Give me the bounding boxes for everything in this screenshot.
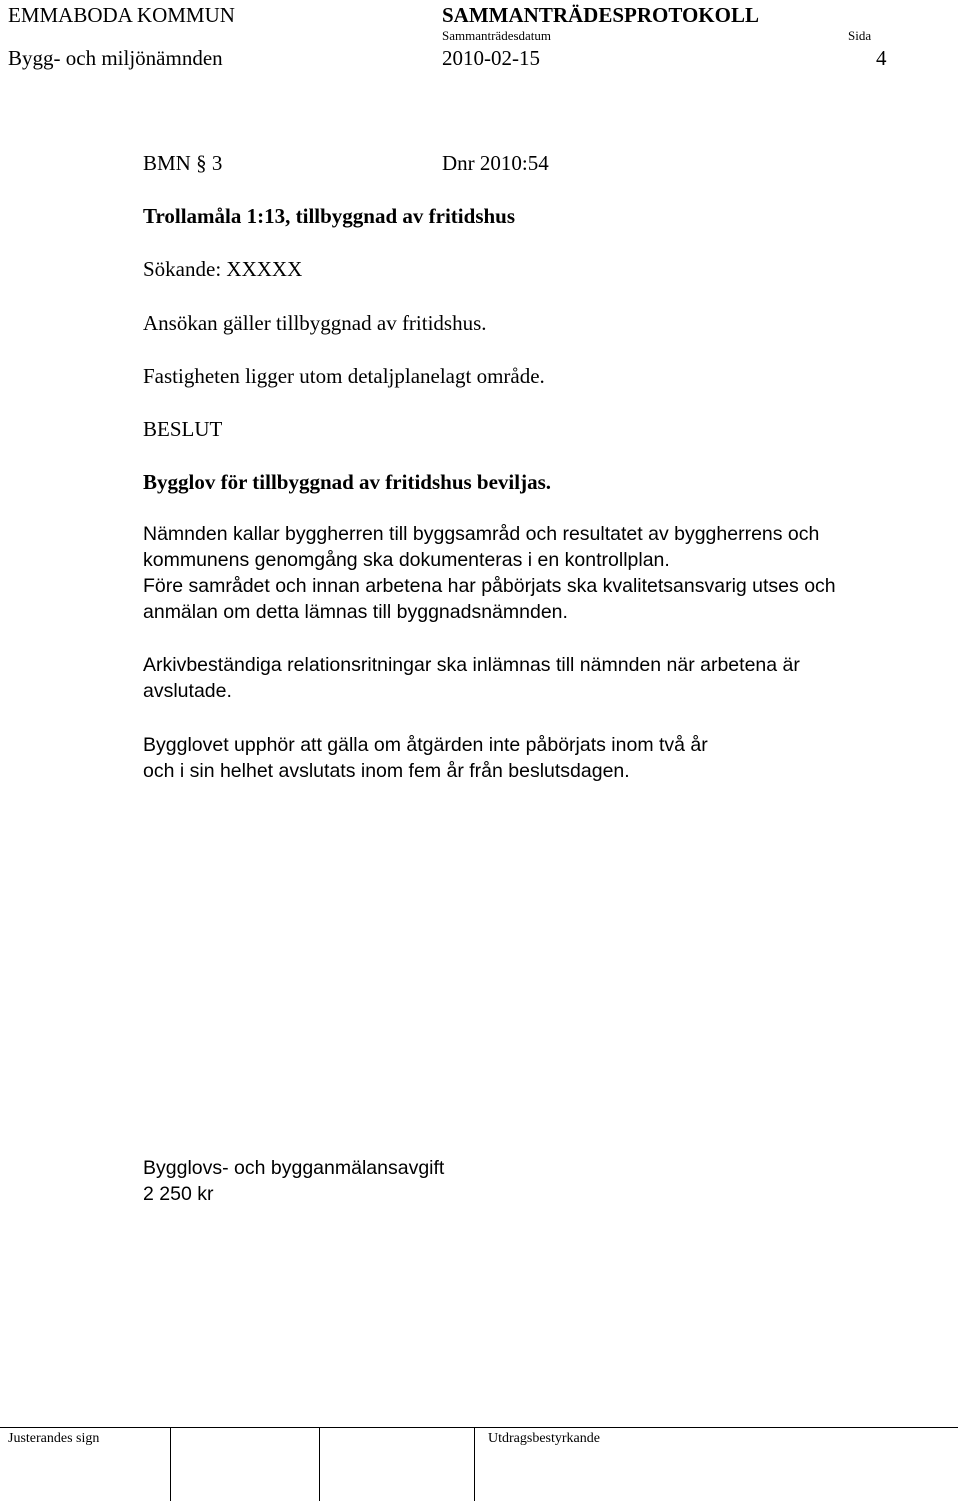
adjuster-sign-label: Justerandes sign [8, 1431, 100, 1446]
paragraph-line: Bygglovet upphör att gälla om åtgärden inte påbörjats inom två år [143, 734, 708, 756]
paragraph-line: Nämnden kallar byggherren till byggsamråd och resultatet av byggherrens och [143, 523, 820, 545]
date-label: Sammanträdesdatum [442, 28, 552, 43]
document-type: SAMMANTRÄDESPROTOKOLL [442, 3, 759, 27]
decision-heading: BESLUT [143, 417, 223, 441]
paragraph-drawings [143, 652, 923, 704]
property-text: Fastigheten ligger utom detaljplanelagt område. [143, 364, 545, 388]
page-label: Sida [848, 28, 872, 43]
paragraph-line: och i sin helhet avslutats inom fem år från beslutsdagen. [143, 760, 630, 782]
paragraph-line: Arkivbeständiga relationsritningar ska inlämnas till nämnden när arbetena är [143, 654, 800, 676]
section-number: BMN § 3 [143, 151, 223, 175]
municipality-name: EMMABODA KOMMUN [8, 3, 235, 27]
committee-name: Bygg- och miljönämnden [8, 46, 223, 70]
paragraph-validity [143, 732, 923, 784]
signature-box-divider [319, 1427, 320, 1501]
paragraph-line: kommunens genomgång ska dokumenteras i en kontrollplan. [143, 549, 670, 571]
meeting-date: 2010-02-15 [442, 46, 540, 70]
diary-number: Dnr 2010:54 [442, 151, 549, 175]
certifier-label: Utdragsbestyrkande [488, 1431, 600, 1446]
signature-box-divider [474, 1427, 475, 1501]
fee-amount: 2 250 kr [143, 1183, 214, 1205]
signature-box-divider [170, 1427, 171, 1501]
fee-label: Bygglovs- och bygganmälansavgift [143, 1157, 445, 1179]
paragraph-line: avslutade. [143, 680, 232, 702]
signature-footer [0, 1427, 960, 1501]
paragraph-consultation [143, 521, 923, 625]
footer-divider [0, 1427, 958, 1428]
applicant: Sökande: XXXXX [143, 257, 303, 281]
decision-text: Bygglov för tillbyggnad av fritidshus beviljas. [143, 470, 552, 494]
fee-block [143, 1155, 923, 1207]
paragraph-line: anmälan om detta lämnas till byggnadsnämnden. [143, 601, 568, 623]
page-number: 4 [876, 46, 887, 70]
paragraph-line: Före samrådet och innan arbetena har påbörjats ska kvalitetsansvarig utses och [143, 575, 836, 597]
application-text: Ansökan gäller tillbyggnad av fritidshus. [143, 311, 487, 335]
case-title: Trollamåla 1:13, tillbyggnad av fritidshus [143, 204, 516, 228]
